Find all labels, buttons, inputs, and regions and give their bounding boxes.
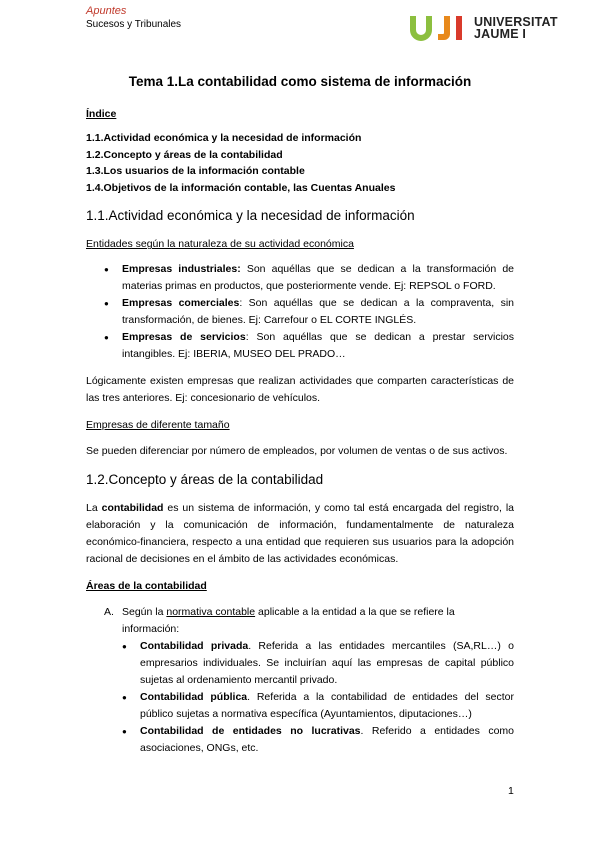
document-body [86,70,514,757]
toc-item: 1.3.Los usuarios de la información contable [86,165,305,178]
alpha-marker: A. [104,606,114,619]
logo-text [474,16,558,41]
list-item [140,689,514,723]
subsection-heading: Entidades según la naturaleza de su actividad económica [86,238,354,251]
list-item-term: Contabilidad privada [140,640,249,653]
para-term: contabilidad [101,501,164,514]
toc-item: 1.4.Objetivos de la información contable, las Cuentas Anuales [86,181,396,194]
list-item [140,723,514,757]
paragraph: Lógicamente existen empresas que realizan actividades que comparten características de las tres anteriores. Ej: concesionario de vehículos. [86,374,514,404]
alpha-list-item [86,604,514,638]
toc-item: 1.1.Actividad económica y la necesidad de información [86,132,362,145]
page-number: 1 [508,785,514,797]
list-item-term: Contabilidad pública [140,691,248,704]
index-heading: Índice [86,108,117,120]
para-rest: es un sistema de información, y como tal está encargada del registro, la elaboración y la comunicación de información, fundamentalmente de naturaleza económico-financiera, respecto a una entidad que requieren sus usuarios para la adopción racional de decisiones en el ámbito de las actividades económicas. [86,501,514,565]
list-item-term: Empresas de servicios [122,330,246,343]
header-subtitle: Sucesos y Tribunales [86,19,182,30]
header-apuntes: Apuntes [86,5,127,17]
paragraph: Se pueden diferenciar por número de empleados, por volumen de ventas o de sus activos. [86,444,508,457]
list-item-text: : Son aquéllas que se dedican a la compraventa, sin transformación, de bienes. Ej: Carrefour o EL CORTE INGLÉS. [122,296,514,326]
logo-line-2: JAUME I [474,27,527,41]
list-item [140,638,514,689]
subsection-heading: Empresas de diferente tamaño [86,418,230,431]
list-item-text: . Referido a entidades como asociaciones, ONGs, etc. [140,725,515,755]
uji-logo-icon [408,14,468,42]
logo-line-1: UNIVERSITAT [474,14,558,29]
list-item [122,329,514,363]
list-item-term: Empresas comerciales [122,296,240,309]
list-item [122,261,514,295]
section-heading: 1.2.Concepto y áreas de la contabilidad [86,471,324,487]
paragraph [86,500,514,568]
toc-item: 1.2.Concepto y áreas de la contabilidad [86,148,283,161]
university-logo [408,14,558,42]
accounting-types-list [86,638,514,757]
company-types-list [86,261,514,363]
section-heading: 1.1.Actividad económica y la necesidad de información [86,208,415,224]
list-item-text: : Son aquéllas que se dedican a prestar servicios intangibles. Ej: IBERIA, MUSEO DEL PRADO… [122,330,514,360]
list-item-term: Contabilidad de entidades no lucrativas [140,725,361,738]
alpha-underlined: normativa contable [166,606,256,619]
list-item [122,295,514,329]
para-start: La [86,501,102,514]
list-item-text: . Referida a las entidades mercantiles (SA,RL…) o empresarios individuales. Se incluirían aquí las empresas de capital público sujetas al ordenamiento mercantil privado. [140,640,514,687]
list-item-term: Empresas industriales: [122,262,241,275]
alpha-pre: Según la [122,606,167,619]
list-item-text: . Referida a la contabilidad de entidades del sector público sujetas a normativa específica (Ayuntamientos, diputaciones…) [140,691,514,721]
alpha-post: aplicable a la entidad a la que se refiere la información: [122,606,455,636]
table-of-contents [86,130,514,196]
document-title: Tema 1.La contabilidad como sistema de información [128,74,472,89]
page-header [86,4,181,31]
list-item-text: Son aquéllas que se dedican a la transformación de materias primas en productos, que posteriormente vende. Ej: REPSOL o FORD. [122,262,514,292]
subsection-heading: Áreas de la contabilidad [86,579,207,592]
